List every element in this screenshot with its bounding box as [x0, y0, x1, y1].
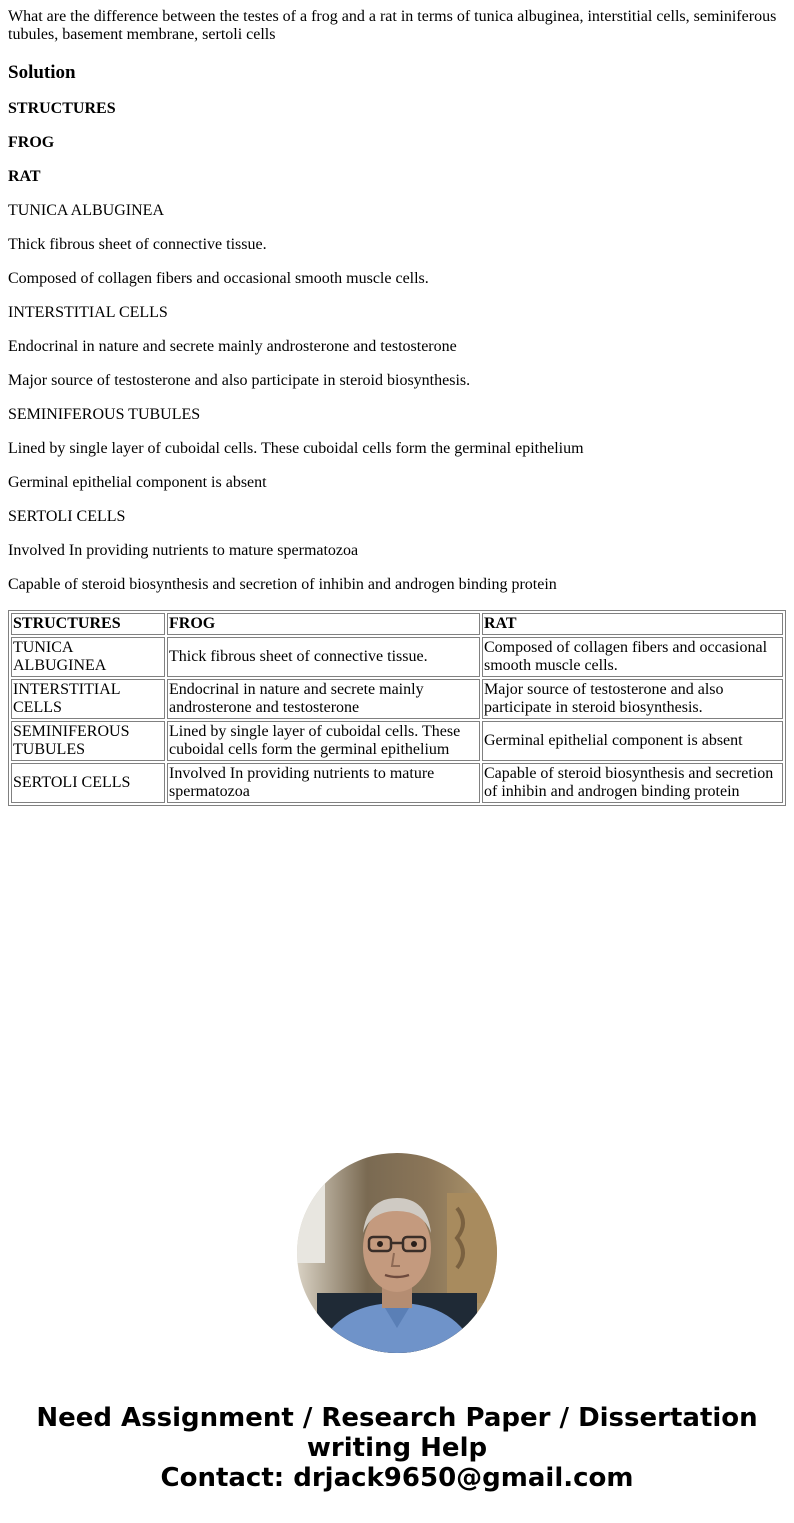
footer-line-3: Contact: drjack9650@gmail.com [160, 1463, 634, 1493]
table-cell: Endocrinal in nature and secrete mainly androsterone and testosterone [167, 679, 480, 719]
table-cell: Capable of steroid biosynthesis and secretion of inhibin and androgen binding protein [482, 763, 783, 803]
table-cell: SEMINIFEROUS TUBULES [11, 721, 165, 761]
author-portrait-image [297, 1153, 497, 1353]
sertoli-label: SERTOLI CELLS [8, 508, 126, 525]
seminiferous-rat-text: Germinal epithelial component is absent [8, 474, 267, 491]
footer-line-1: Need Assignment / Research Paper / Dissertation [36, 1403, 758, 1433]
document-body [8, 8, 786, 806]
table-header-cell: STRUCTURES [11, 613, 165, 635]
table-cell: Major source of testosterone and also participate in steroid biosynthesis. [482, 679, 783, 719]
question-text: What are the difference between the testes of a frog and a rat in terms of tunica albuginea, interstitial cells, seminiferous tubules, basement membrane, sertoli cells [8, 8, 777, 43]
table-header-cell: FROG [167, 613, 480, 635]
seminiferous-frog-text: Lined by single layer of cuboidal cells. These cuboidal cells form the germinal epithelium [8, 440, 584, 457]
seminiferous-label: SEMINIFEROUS TUBULES [8, 406, 201, 423]
table-row [11, 721, 783, 761]
tunica-rat-text: Composed of collagen fibers and occasional smooth muscle cells. [8, 270, 429, 287]
table-row [11, 763, 783, 803]
interstitial-rat-text: Major source of testosterone and also participate in steroid biosynthesis. [8, 372, 471, 389]
table-cell: Composed of collagen fibers and occasional smooth muscle cells. [482, 637, 783, 677]
table-header-row [11, 613, 783, 635]
table-cell: TUNICA ALBUGINEA [11, 637, 165, 677]
table-row [11, 679, 783, 719]
footer-line-2: writing Help [306, 1433, 488, 1463]
contact-footer [0, 1403, 794, 1493]
comparison-table [8, 610, 786, 806]
table-header-cell: RAT [482, 613, 783, 635]
interstitial-frog-text: Endocrinal in nature and secrete mainly androsterone and testosterone [8, 338, 457, 355]
table-cell: Germinal epithelial component is absent [482, 721, 783, 761]
author-avatar [297, 1153, 497, 1353]
heading-structures: STRUCTURES [8, 100, 116, 117]
table-cell: Thick fibrous sheet of connective tissue. [167, 637, 480, 677]
solution-heading: Solution [8, 62, 76, 83]
heading-rat: RAT [8, 168, 41, 185]
table-cell: Lined by single layer of cuboidal cells. These cuboidal cells form the germinal epithelium [167, 721, 480, 761]
sertoli-rat-text: Capable of steroid biosynthesis and secretion of inhibin and androgen binding protein [8, 576, 557, 593]
table-cell: INTERSTITIAL CELLS [11, 679, 165, 719]
table-row [11, 637, 783, 677]
table-cell: SERTOLI CELLS [11, 763, 165, 803]
sertoli-frog-text: Involved In providing nutrients to mature spermatozoa [8, 542, 359, 559]
table-cell: Involved In providing nutrients to mature spermatozoa [167, 763, 480, 803]
tunica-frog-text: Thick fibrous sheet of connective tissue. [8, 236, 267, 253]
interstitial-label: INTERSTITIAL CELLS [8, 304, 168, 321]
heading-frog: FROG [8, 134, 55, 151]
tunica-label: TUNICA ALBUGINEA [8, 202, 164, 219]
